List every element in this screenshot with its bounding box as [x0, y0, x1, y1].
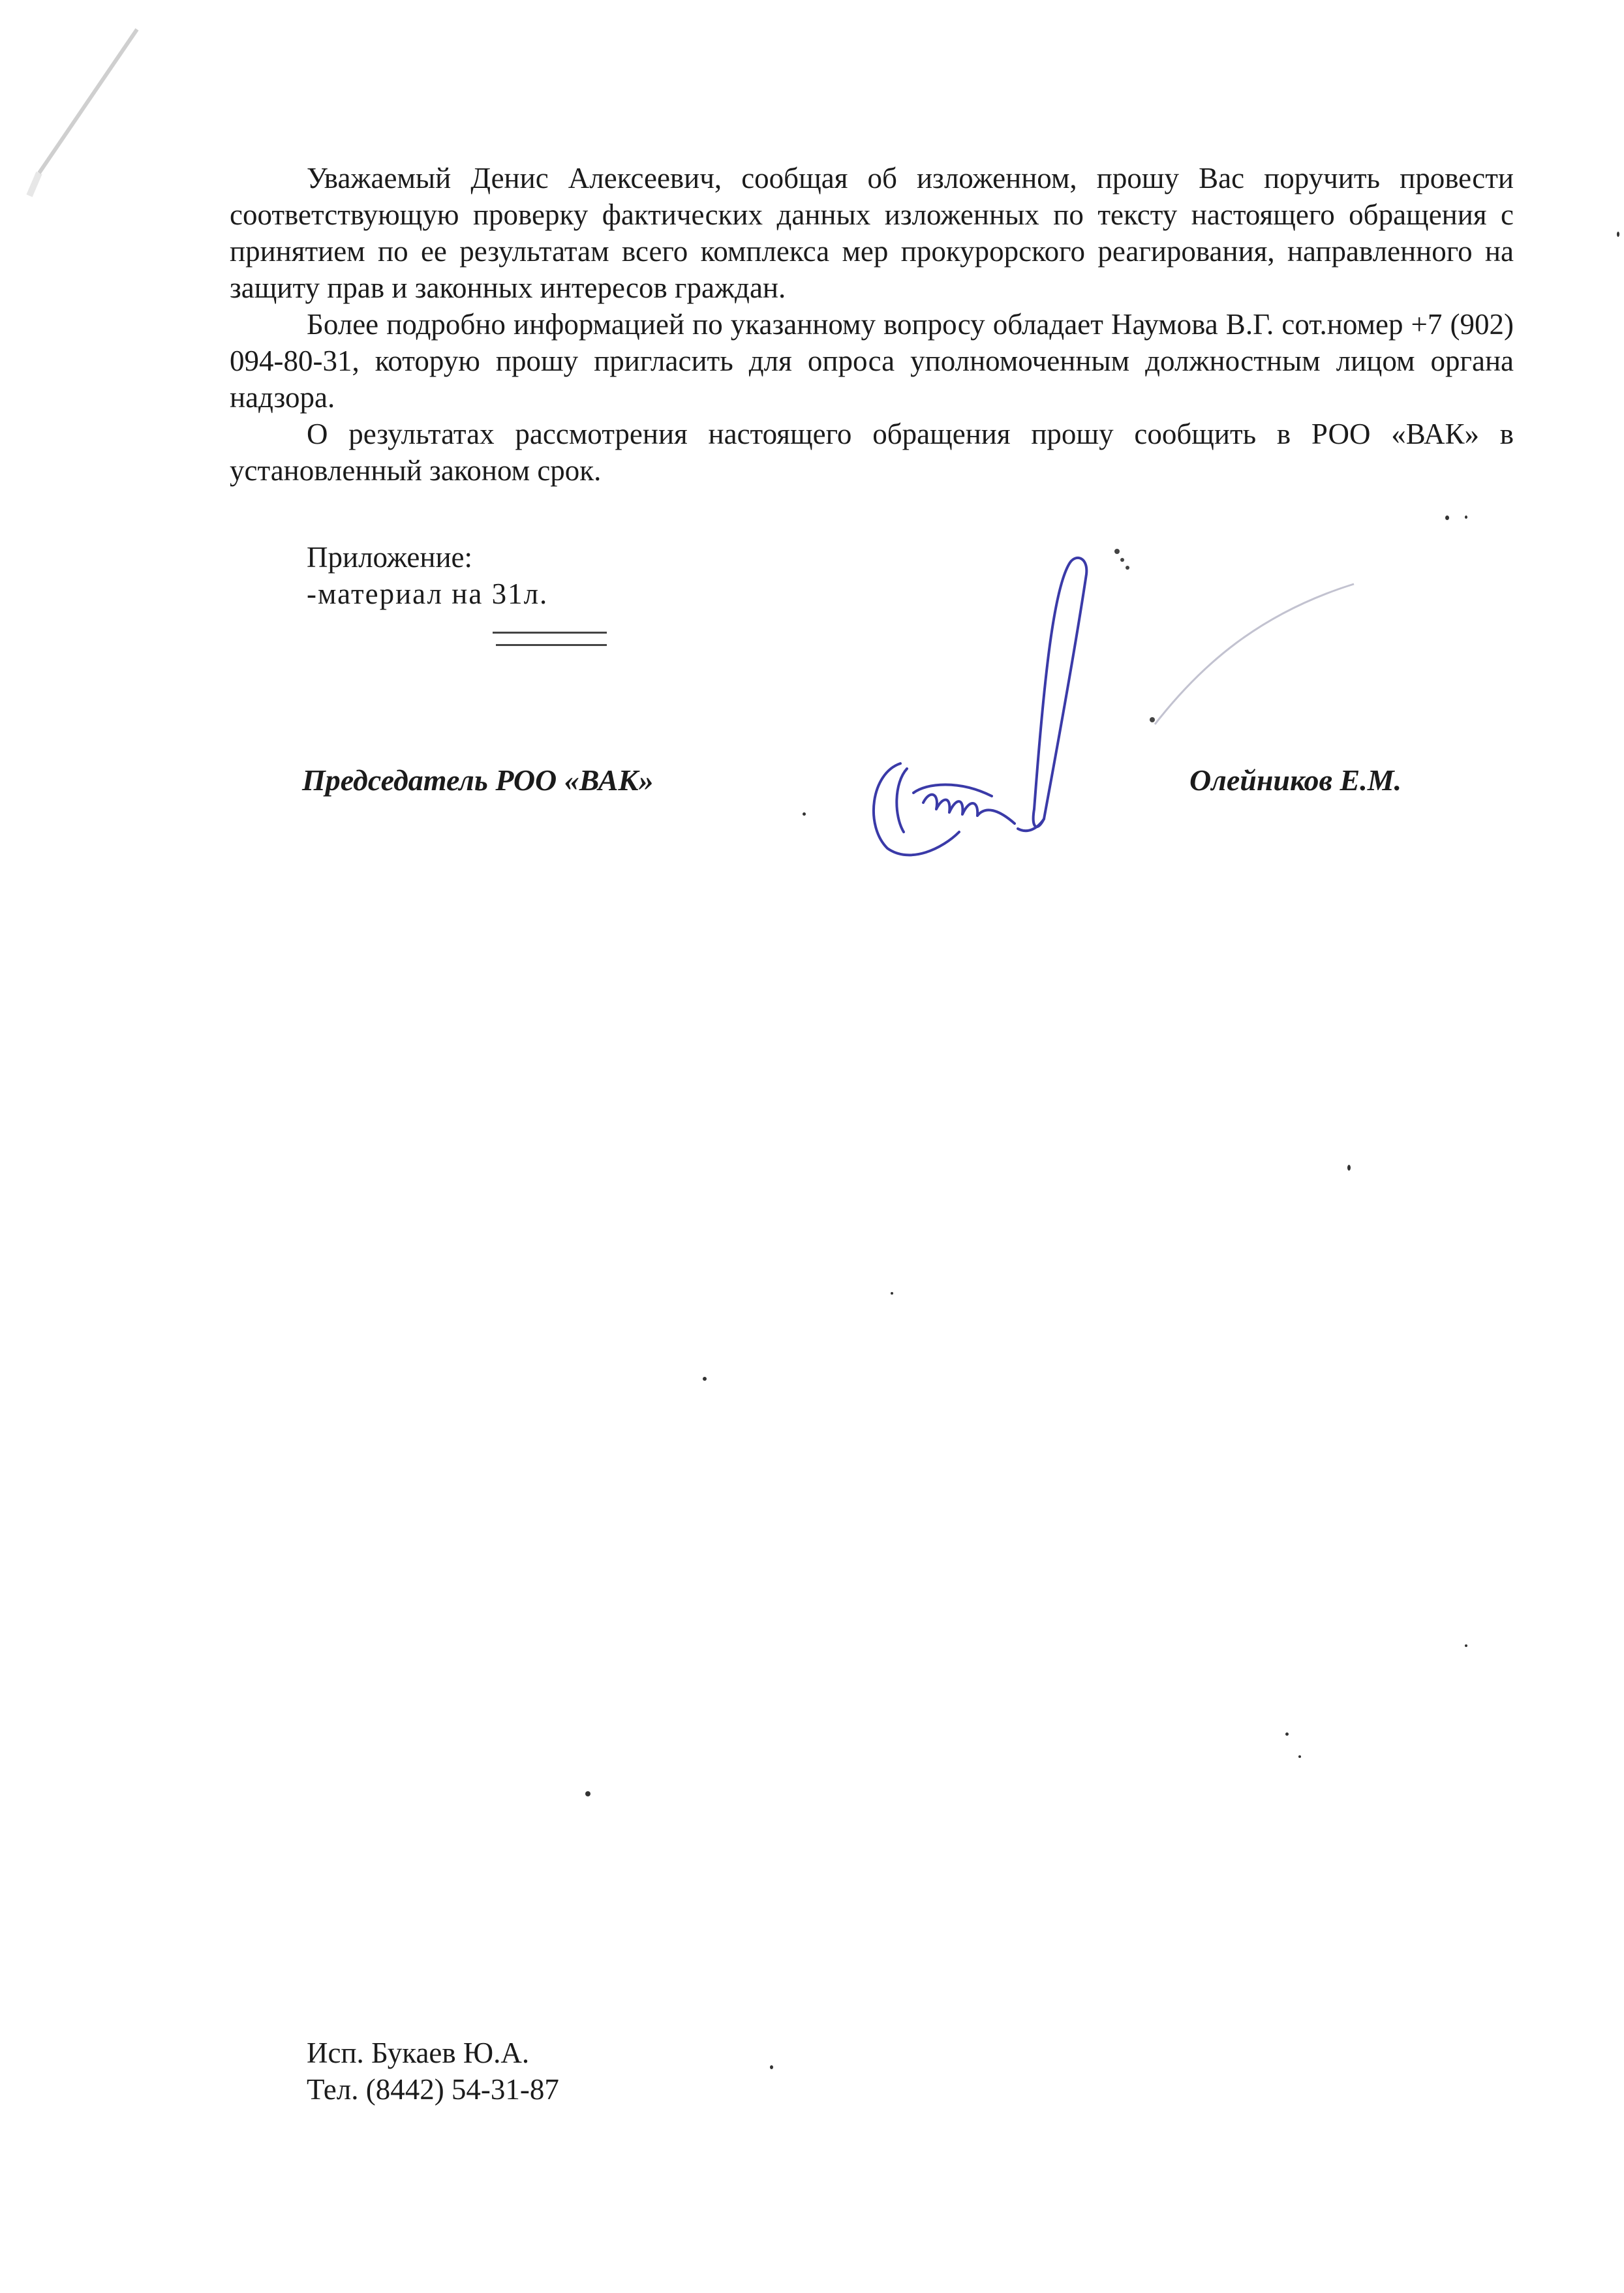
scan-speck — [803, 812, 806, 816]
executor-phone: Тел. (8442) 54-31-87 — [307, 2073, 559, 2106]
scan-speck — [1285, 1732, 1289, 1736]
signatory-role: Председатель РОО «ВАК» — [302, 763, 654, 797]
attachment-underline-second — [496, 644, 607, 646]
scan-speck — [770, 2065, 773, 2069]
letter-body — [230, 160, 1514, 489]
attachment-item: -материал на 31л. — [307, 577, 549, 610]
scan-speck — [1465, 516, 1467, 519]
paragraph-request: Уважаемый Денис Алексеевич, сообщая об изложенном, прошу Вас поручить провести соответствующую проверку фактических данных изложенных по тексту настоящего обращения с принятием по ее результатам всего комплекса мер прокурорского реагирования, направленного на защиту прав и законных интересов граждан. — [230, 162, 1514, 304]
scan-speck — [1465, 1644, 1467, 1647]
scan-speck — [703, 1377, 707, 1381]
scan-speck — [1347, 1165, 1351, 1171]
scan-speck — [1298, 1755, 1301, 1758]
executor-name: Исп. Букаев Ю.А. — [307, 2037, 530, 2069]
paragraph-response: О результатах рассмотрения настоящего обращения прошу сообщить в РОО «ВАК» в установленный законом срок. — [230, 418, 1514, 487]
attachment-title: Приложение: — [307, 541, 473, 574]
paragraph-contact: Более подробно информацией по указанному вопросу обладает Наумова В.Г. сот.номер +7 (902) 094-80-31, которую прошу пригласить для опроса уполномоченным должностным лицом органа надзора. — [230, 308, 1514, 414]
scan-speck — [1445, 516, 1449, 520]
signatory-name: Олейников Е.М. — [1189, 763, 1402, 797]
executor-footer — [307, 2035, 559, 2108]
scan-speck — [1617, 232, 1619, 237]
attachment-block — [307, 539, 548, 612]
attachment-underline — [493, 632, 607, 634]
scan-speck — [891, 1292, 893, 1295]
scan-speck — [585, 1791, 590, 1796]
